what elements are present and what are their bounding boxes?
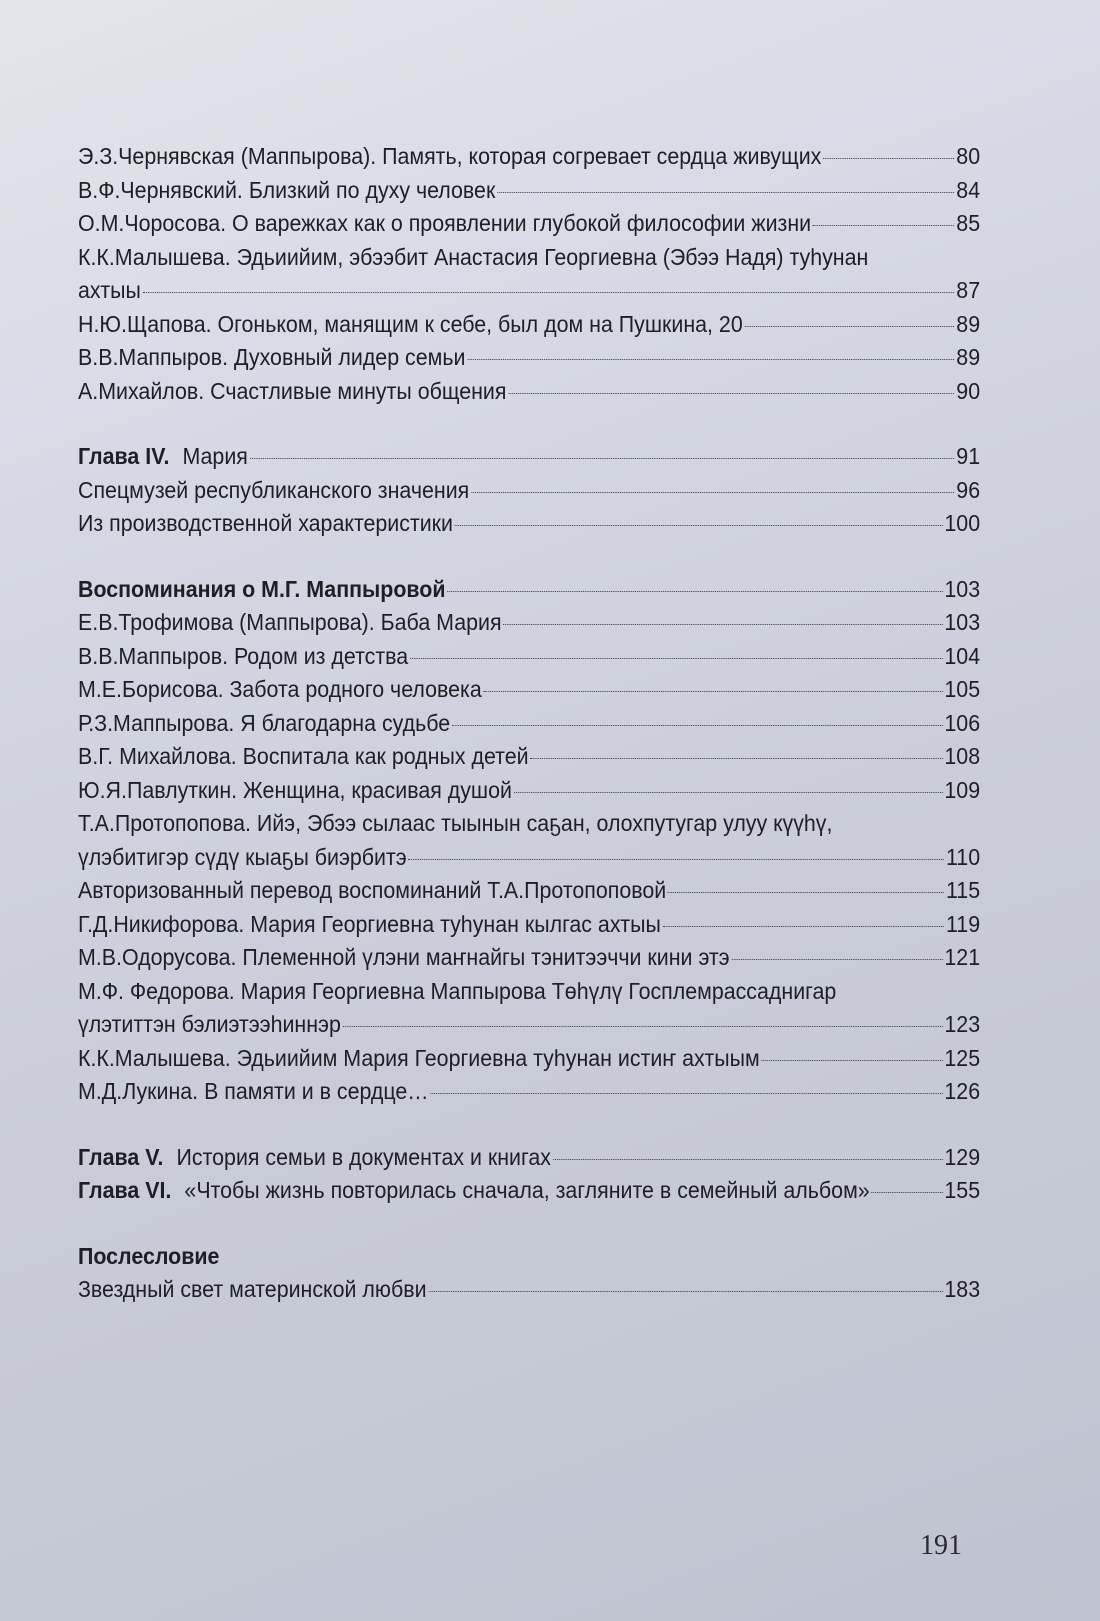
toc-entry-title-line1: М.Ф. Федорова. Мария Георгиевна Маппырова Төһүлү Госплемрассаднигар [78,977,837,1004]
toc-entry [78,474,980,508]
toc-entry-title-line2: үлэтиттэн бэлиэтээһиннэр [78,1011,341,1037]
toc-entry-page: 103 [944,609,981,635]
toc-entry-page: 126 [944,1078,981,1104]
toc-entry [78,673,980,707]
dot-leader [452,725,943,726]
dot-leader [508,393,954,394]
toc-entry-title: Из производственной характеристики [78,510,453,536]
dot-leader [813,225,954,226]
toc-entry-title: Спецмузей республиканского значения [78,476,470,503]
dot-leader [455,525,943,526]
toc-entry-page: 105 [944,676,981,702]
toc-entry-page: 91 [956,443,981,469]
table-of-contents [78,140,981,1307]
dot-leader [410,658,943,659]
toc-entry-page: 87 [956,277,981,303]
dot-leader [553,1159,943,1160]
toc-entry [78,1042,980,1076]
toc-entry-title: В.Ф.Чернявский. Близкий по духу человек [78,176,496,203]
chapter-label: Глава IV. [78,443,170,469]
dot-leader [503,624,942,625]
dot-leader [872,1192,943,1193]
toc-entry [78,841,980,875]
toc-entry-title: Е.В.Трофимова (Маппырова). Баба Мария [78,609,502,635]
toc-entry [78,1075,980,1109]
toc-entry-page: 106 [944,709,981,736]
toc-entry-title: Н.Ю.Щапова. Огоньком, манящим к себе, был дом на Пушкина, 20 [78,310,743,337]
toc-entry [78,908,980,942]
toc-entry-page: 183 [944,1276,981,1302]
toc-entry-title: В.В.Маппыров. Духовный лидер семьи [78,344,466,370]
toc-entry-title: Ю.Я.Павлуткин. Женщина, красивая душой [78,776,512,803]
chapter-4-entry [78,440,980,474]
toc-entry [78,507,980,541]
dot-leader [530,758,942,759]
toc-entry-page: 123 [944,1011,981,1037]
dot-leader [823,158,954,159]
toc-entry [78,1008,980,1042]
toc-entry-title: Э.З.Чернявская (Маппырова). Память, которая согревает сердца живущих [78,143,822,169]
toc-entry-page: 110 [945,843,981,870]
toc-entry [78,375,980,409]
page-number: 191 [920,1530,962,1561]
toc-entry [78,740,980,774]
toc-entry-page: 109 [944,776,981,803]
toc-entry-page: 121 [944,944,981,970]
dot-leader [250,458,955,459]
toc-entry-page: 115 [945,877,981,903]
toc-entry [78,207,980,241]
toc-entry-title-line2: үлэбитигэр сүдү кыаҕы биэрбитэ [78,843,407,870]
toc-entry-title: Авторизованный перевод воспоминаний Т.А.Протопоповой [78,877,667,903]
dot-leader [431,1093,943,1094]
toc-entry-title-line2: ахтыы [78,277,141,303]
toc-entry [78,1273,980,1307]
dot-leader [731,959,942,960]
toc-entry-title-line1: Т.А.Протопопова. Ийэ, Эбээ сылаас тыынын саҕан, олохпутугар улуу күүһү, [78,810,833,836]
toc-entry [78,174,980,208]
chapter-6-entry [78,1174,980,1208]
dot-leader [447,591,942,592]
toc-entry-title: Г.Д.Никифорова. Мария Георгиевна туһунан кылгас ахтыы [78,910,661,937]
chapter-label: Глава V. [78,1143,164,1170]
dot-leader [514,792,943,793]
toc-entry-page: 155 [944,1177,981,1203]
toc-entry-page: 119 [945,910,981,937]
toc-entry-page: 90 [956,377,981,404]
dot-leader [497,192,954,193]
toc-entry-page: 100 [944,510,981,536]
dot-leader [143,292,955,293]
toc-entry-title: О.М.Чоросова. О варежках как о проявлении глубокой философии жизни [78,210,812,236]
dot-leader [343,1026,943,1027]
toc-entry-page: 96 [956,476,981,503]
toc-entry [78,606,980,640]
toc-entry [78,140,980,174]
toc-entry [78,941,980,975]
chapter-5-entry [78,1141,980,1175]
toc-entry-title: В.В.Маппыров. Родом из детства [78,642,409,669]
toc-entry-page: 104 [944,642,981,669]
toc-entry-page: 103 [944,575,981,602]
chapter-label: Глава VI. [78,1177,172,1203]
section-gap [78,408,980,440]
dot-leader [428,1291,942,1292]
toc-entry-title: А.Михайлов. Счастливые минуты общения [78,377,507,404]
toc-entry-title: В.Г. Михайлова. Воспитала как родных детей [78,743,529,769]
dot-leader [745,326,955,327]
dot-leader [467,359,954,360]
toc-entry-title: М.Е.Борисова. Забота родного человека [78,676,482,702]
dot-leader [471,492,954,493]
toc-entry-title-line1: К.К.Малышева. Эдьиийим, эбээбит Анастасия Георгиевна (Эбээ Надя) туһунан [78,243,869,270]
toc-entry-title: М.Д.Лукина. В памяти и в сердце… [78,1078,429,1104]
toc-entry-page: 89 [956,344,981,370]
chapter-title: Мария [182,443,248,469]
chapter-title: «Чтобы жизнь повторилась сначала, загляните в семейный альбом» [184,1177,870,1203]
section-gap [78,1109,980,1141]
toc-entry-page: 85 [956,210,981,236]
dot-leader [663,926,944,927]
toc-entry-title: К.К.Малышева. Эдьиийим Мария Георгиевна туһунан истиҥ ахтыым [78,1044,760,1071]
toc-entry-page: 80 [956,143,981,169]
dot-leader [484,691,943,692]
toc-entry-page: 89 [956,310,981,337]
dot-leader [762,1060,943,1061]
toc-entry [78,274,980,308]
chapter-title: История семьи в документах и книгах [176,1143,551,1170]
dot-leader [409,859,945,860]
toc-entry [78,874,980,908]
toc-entry-title: Р.З.Маппырова. Я благодарна судьбе [78,709,451,736]
section-heading: Воспоминания о М.Г. Маппыровой [78,575,446,602]
toc-entry-page: 125 [944,1044,981,1071]
toc-entry-page: 108 [944,743,981,769]
toc-entry [78,774,980,808]
toc-entry-page: 129 [944,1143,981,1170]
toc-entry-title: Звездный свет материнской любви [78,1276,427,1302]
toc-entry [78,341,980,375]
toc-entry [78,308,980,342]
toc-entry [78,707,980,741]
dot-leader [668,892,944,893]
section-gap [78,541,980,573]
toc-entry-title: М.В.Одорусова. Племенной үлэни маҥнайгы тэнитээччи кини этэ [78,944,730,970]
section-heading: Послесловие [78,1242,220,1269]
memories-heading-entry [78,573,980,607]
section-gap [78,1208,980,1240]
toc-entry-page: 84 [956,176,981,203]
toc-entry [78,640,980,674]
